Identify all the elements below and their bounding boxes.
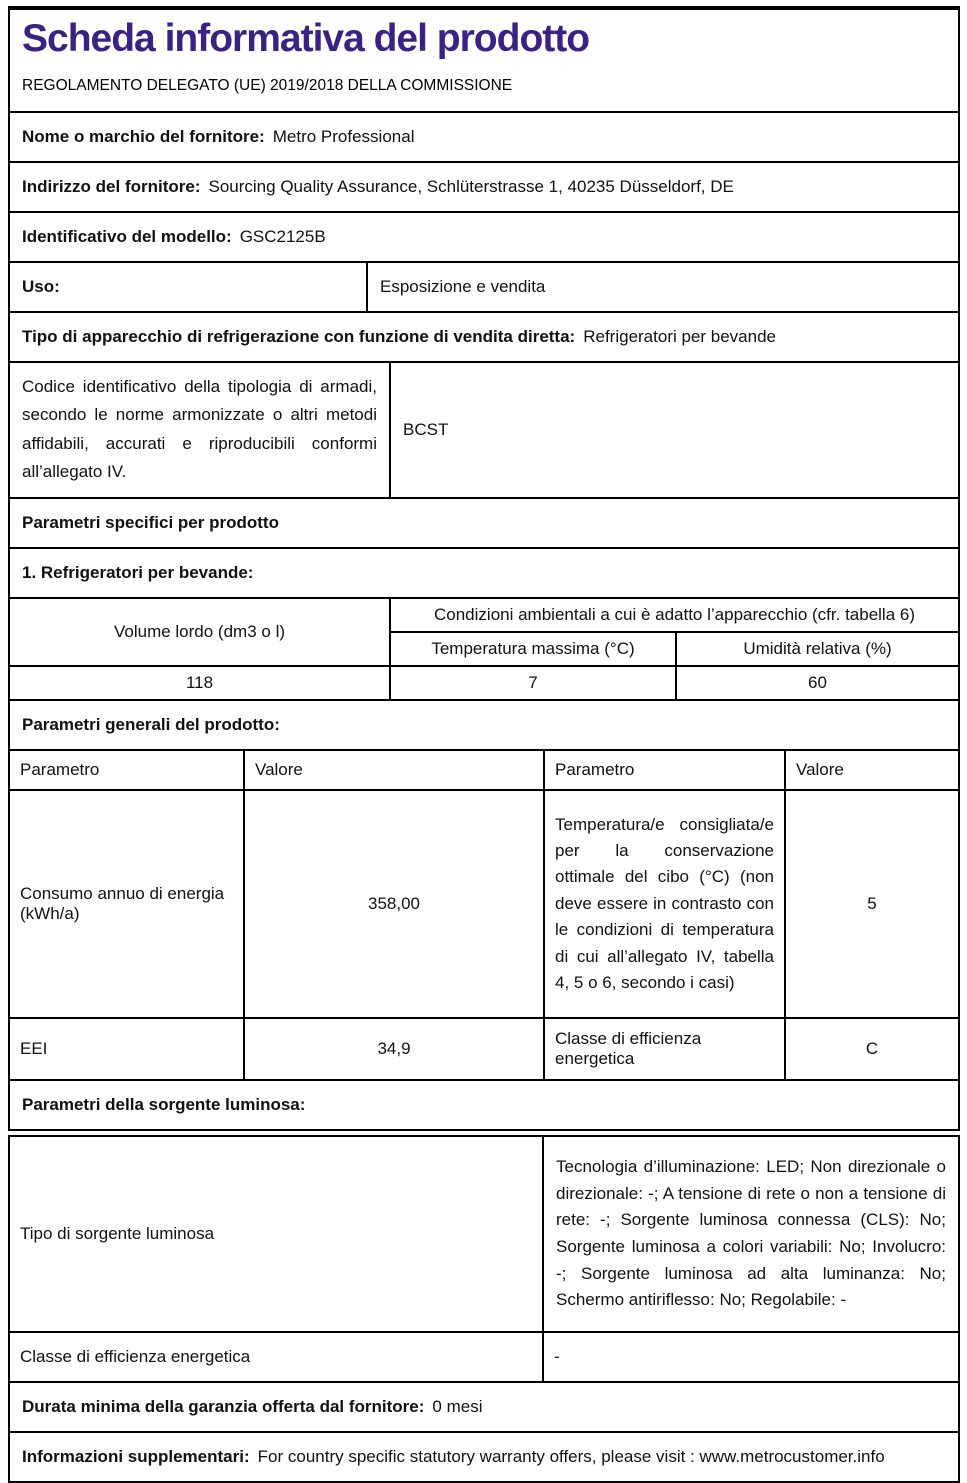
section-light-label: Parametri della sorgente luminosa:	[22, 1094, 306, 1114]
param-cell: Temperatura/e consigliata/e per la conservazione ottimale del cibo (°C) (non deve essere in contrasto con le condizioni di temperatura di cui all’allegato IV, tabella 4, 5 o 6, secondo i casi)	[544, 790, 785, 1018]
regulation-reference: REGOLAMENTO DELEGATO (UE) 2019/2018 DELLA COMMISSIONE	[22, 76, 513, 94]
supplier-address-label: Indirizzo del fornitore:	[22, 176, 201, 196]
row-supplier-address	[8, 161, 960, 213]
row-supplier-name	[8, 111, 960, 163]
light-type-label-cell: Tipo di sorgente luminosa	[9, 1136, 543, 1332]
volume-header-cell: Volume lordo (dm3 o l)	[9, 598, 390, 666]
table-row	[9, 1018, 959, 1080]
table-header-row	[9, 750, 959, 790]
section-beverage-coolers	[8, 547, 960, 599]
row-direct-sale-type	[8, 311, 960, 363]
value-cell: 34,9	[244, 1018, 544, 1080]
supplementary-value: For country specific statutory warranty offers, please visit : www.metrocustomer.info	[257, 1446, 885, 1466]
row-warranty	[8, 1381, 960, 1433]
table-row	[9, 790, 959, 1018]
conditions-header-cell: Condizioni ambientali a cui è adatto l’apparecchio (cfr. tabella 6)	[390, 598, 959, 632]
supplementary-label: Informazioni supplementari:	[22, 1446, 250, 1466]
use-value: Esposizione e vendita	[366, 263, 958, 311]
section-specific-parameters	[8, 497, 960, 549]
section-beverage-label: 1. Refrigeratori per bevande:	[22, 562, 254, 582]
supplier-address-value: Sourcing Quality Assurance, Schlüterstrasse 1, 40235 Düsseldorf, DE	[208, 176, 734, 196]
general-parameters-table	[8, 749, 960, 1081]
table-row	[9, 666, 959, 700]
param-cell: EEI	[9, 1018, 244, 1080]
model-id-label: Identificativo del modello:	[22, 226, 232, 246]
row-supplementary-info	[8, 1431, 960, 1483]
supplier-name-value: Metro Professional	[272, 126, 415, 146]
param-cell: Classe di efficienza energetica	[544, 1018, 785, 1080]
cabinet-code-label: Codice identificativo della tipologia di armadi, secondo le norme armonizzate o altri metodi affidabili, accurati e riproducibili conformi all’allegato IV.	[22, 376, 377, 482]
light-type-value-cell: Tecnologia d’illuminazione: LED; Non direzionale o direzionale: -; A tensione di rete o non a tensione di rete: -; Sorgente luminosa connessa (CLS): No; Sorgente luminosa a colori variabili: No; Involucro: -; Sorgente luminosa ad alta luminanza: No; Schermo antiriflesso: No; Regolabile: -	[543, 1136, 959, 1332]
temp-value-cell: 7	[390, 666, 676, 700]
table-row	[9, 1136, 959, 1332]
volume-conditions-table	[8, 597, 960, 701]
row-use	[8, 261, 960, 313]
table-row	[9, 598, 959, 632]
row-cabinet-code	[8, 361, 960, 499]
row-model-id	[8, 211, 960, 263]
param-cell: Consumo annuo di energia (kWh/a)	[9, 790, 244, 1018]
value-cell: 5	[785, 790, 959, 1018]
temp-header-cell: Temperatura massima (°C)	[390, 632, 676, 666]
column-header: Valore	[785, 750, 959, 790]
section-light-source-parameters	[8, 1079, 960, 1131]
page-title: Scheda informativa del prodotto	[22, 17, 590, 60]
model-id-value: GSC2125B	[239, 226, 326, 246]
value-cell: C	[785, 1018, 959, 1080]
humidity-header-cell: Umidità relativa (%)	[676, 632, 959, 666]
section-general-parameters	[8, 699, 960, 751]
warranty-label: Durata minima della garanzia offerta dal fornitore:	[22, 1396, 425, 1416]
light-class-label-cell: Classe di efficienza energetica	[9, 1332, 543, 1382]
humidity-value-cell: 60	[676, 666, 959, 700]
warranty-value: 0 mesi	[432, 1396, 483, 1416]
supplier-name-label: Nome o marchio del fornitore:	[22, 126, 265, 146]
light-source-table	[8, 1135, 960, 1383]
column-header: Parametro	[9, 750, 244, 790]
volume-value-cell: 118	[9, 666, 390, 700]
column-header: Valore	[244, 750, 544, 790]
direct-sale-type-label: Tipo di apparecchio di refrigerazione con funzione di vendita diretta:	[22, 326, 576, 346]
column-header: Parametro	[544, 750, 785, 790]
document-header	[8, 6, 960, 113]
value-cell: 358,00	[244, 790, 544, 1018]
section-general-label: Parametri generali del prodotto:	[22, 714, 280, 734]
direct-sale-type-value: Refrigeratori per bevande	[583, 326, 776, 346]
cabinet-code-value: BCST	[389, 363, 958, 497]
table-row	[9, 1332, 959, 1382]
section-specific-label: Parametri specifici per prodotto	[22, 512, 279, 532]
light-class-value-cell: -	[543, 1332, 959, 1382]
use-label: Uso:	[22, 276, 60, 296]
